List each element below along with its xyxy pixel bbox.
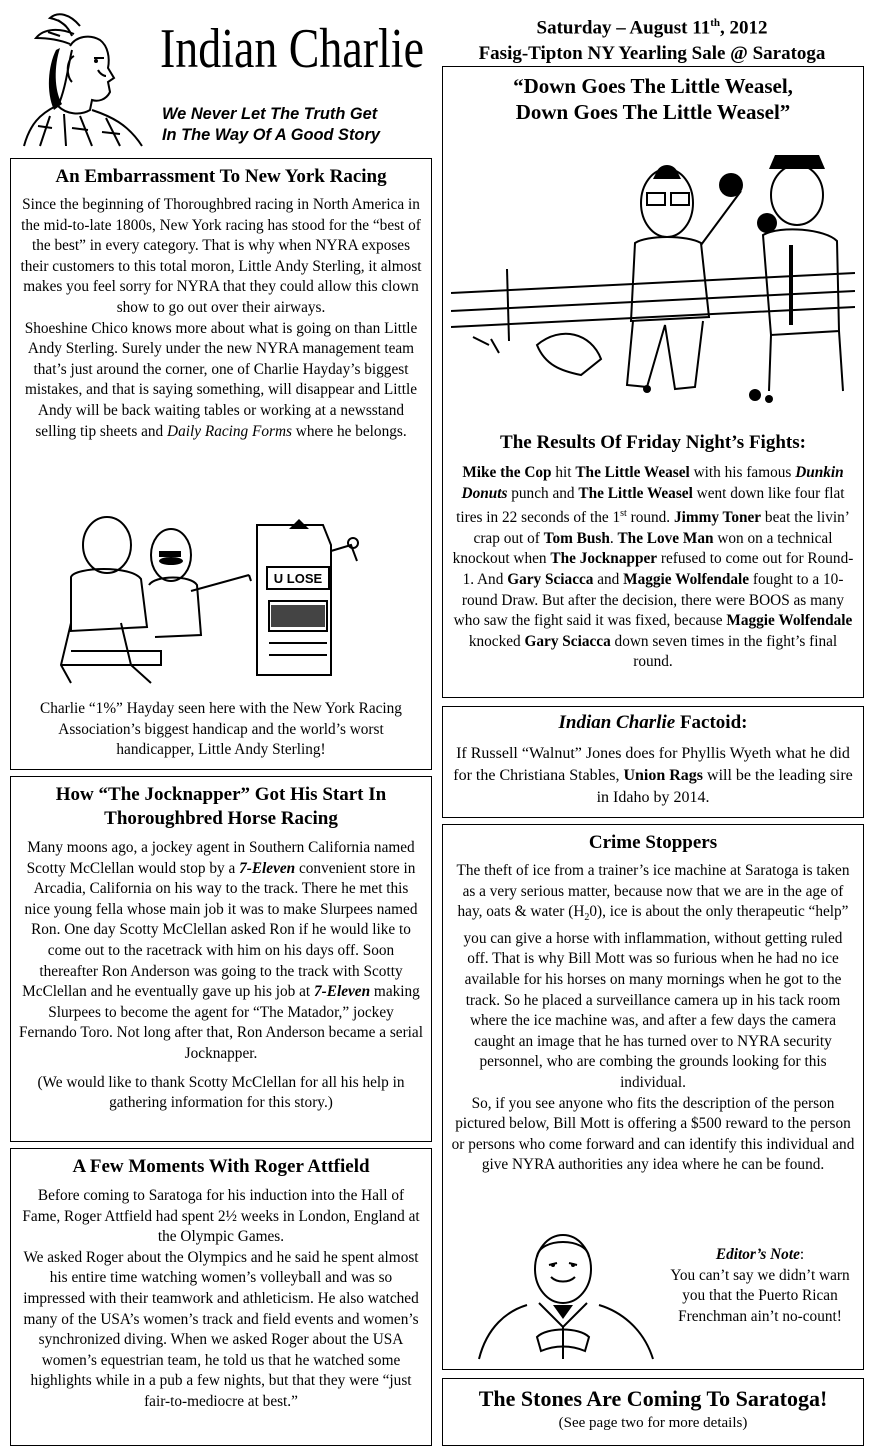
indian-chief-logo [10,6,160,152]
paragraph: Many moons ago, a jockey agent in Southern California named Scotty McClellan would stop by a 7-Eleven convenient store in Arcadia, California on his way to the track. There he met this nice young fella whose main job it was to make Slurpees named Ron. One day Scotty McClellan asked Ron if he would like to come out to the racetrack with him on his days off. Soon thereafter Ron Anderson was going to the track with Scotty McClellan and he eventually gave up his job at 7-Eleven making Slurpees to become the agent for “The Matador,” jockey Fernando Toro. Not long after that, Ron Anderson became a serial Jocknapper. [19,839,423,1062]
masthead-motto [162,104,432,146]
article-factoid [442,706,864,818]
headline: “Down Goes The Little Weasel, Down Goes The Little Weasel” [513,74,793,124]
thanks-note: (We would like to thank Scotty McClellan for all his help in gathering information for this story.) [37,1073,405,1112]
article-weasel-fight [442,66,864,698]
sale-name: Fasig-Tipton NY Yearling Sale @ Saratoga [478,43,826,65]
fight-results-title: The Results Of Friday Night’s Fights: [500,432,806,453]
article-embarrassment [10,158,432,770]
article-title: Crime Stoppers [588,832,718,853]
article-title: An Embarrassment To New York Racing [55,166,387,187]
editors-note: Editor’s Note: You can’t say we didn’t warn you that the Puerto Rican Frenchman ain’t no-count! [665,1245,855,1327]
edition-info [440,10,864,67]
editors-note-label: Editor’s Note [715,1246,800,1263]
article-title: How “The Jocknapper” Got His Start In Thoroughbred Horse Racing [55,784,387,829]
paragraph: Before coming to Saratoga for his induction into the Hall of Fame, Roger Attfield had spent 2½ weeks in London, England at the Olympic Games. [22,1187,420,1246]
article-attfield [10,1148,432,1446]
factoid-body: If Russell “Walnut” Jones does for Phyllis Wyeth what he did for the Christiana Stables, Union Rags will be the leading sire in Idaho by 2014. [453,745,853,806]
stones-title: The Stones Are Coming To Saratoga! [478,1386,828,1411]
suspect-portrait [467,1227,663,1361]
article-title: A Few Moments With Roger Attfield [72,1156,370,1177]
motto-line-2: In The Way Of A Good Story [162,126,380,144]
stones-subtitle: (See page two for more details) [558,1415,748,1431]
article-stones [442,1378,864,1446]
article-body [11,831,431,1114]
article-body [11,189,431,442]
masthead-title: Indian Charlie [160,18,424,80]
article-body [11,1179,431,1413]
fight-results-body: Mike the Cop hit The Little Weasel with his famous Dunkin Donuts punch and The Little Weasel went down like four flat tires in 22 seconds of the 1st round. Jimmy Toner beat the livin’ crap out of Tom Bush. The Love Man won on a technical knockout when The Jocknapper refused to come out for Round-1. And Gary Sciacca and Maggie Wolfendale fought to a 10-round Draw. But after the decision, there were BOOS as many who saw the fight said it was fixed, because Maggie Wolfendale knocked Gary Sciacca down seven times in the fight’s final round. [452,464,854,671]
editors-note-body: You can’t say we didn’t warn you that the Puerto Rican Frenchman ain’t no-count! [670,1266,850,1325]
article-jocknapper [10,776,432,1142]
paragraph: The theft of ice from a trainer’s ice machine at Saratoga is taken as a very serious matter, because now that we are in the age of hay, oats & water $(H_20)$, ice is about the only therapeutic “help” you can give a horse with inflammation, without getting ruled off. That is why Bill Mott was so furious when he had no ice available for his horses on many mornings when he got to the track. So he placed a surveillance camera up in his tack room where the ice machine was, and after a few days the camera caught an image that he has turned over to NYRA security personnel, who are combing the grounds looking for this individual. [456,862,850,1091]
cartoon-boxing-ring [451,145,855,425]
paragraph: Since the beginning of Thoroughbred racing in North America in the mid-to-late 1800s, New York racing has stood for the “best of the best” in every category. That is why when NYRA exposes their customers to this total moron, Little Andy Sterling, it almost makes you feel sorry for NYRA that they could allow this clown show to go out over their airways. [20,196,422,316]
slot-machine-label: U LOSE [273,571,323,586]
article-crime-stoppers [442,824,864,1370]
paragraph: So, if you see anyone who fits the description of the person pictured below, Bill Mott is offering a $500 reward to the person or persons who come forward and can identify this individual and give NYRA authorities any idea where he can be found. [451,1094,855,1174]
factoid-title: Indian Charlie Factoid: [558,712,748,733]
article-body [443,855,863,1176]
cartoon-caption: Charlie “1%” Hayday seen here with the New York Racing Association’s biggest handicap and the world’s worst handicapper, Little Andy Sterling! [40,700,402,759]
issue-date: Saturday – August 11th, 2012 [536,17,768,39]
cartoon-slot-machine [31,515,401,687]
paragraph: Shoeshine Chico knows more about what is going on than Little Andy Sterling. Surely under the new NYRA management team that’s just around the corner, one of Charlie Hayday’s biggest mistakes, and that is saying something, will disappear and Little Andy will be back waiting tables or working at a newsstand selling tip sheets and Daily Racing Forms where he belongs. [24,319,418,440]
motto-line-1: We Never Let The Truth Get [162,105,378,123]
paragraph: We asked Roger about the Olympics and he said he spent almost his entire time watching women’s volleyball and was so impressed with their teamwork and athleticism. He also watched many of the USA’s women’s track and field events and women’s synchronized diving. When we asked Roger about the USA women’s equestrian team, he told us that he watched some highlights while in a pub a few nights, but that they were “just fair-to-mediocre at best.” [23,1248,419,1410]
